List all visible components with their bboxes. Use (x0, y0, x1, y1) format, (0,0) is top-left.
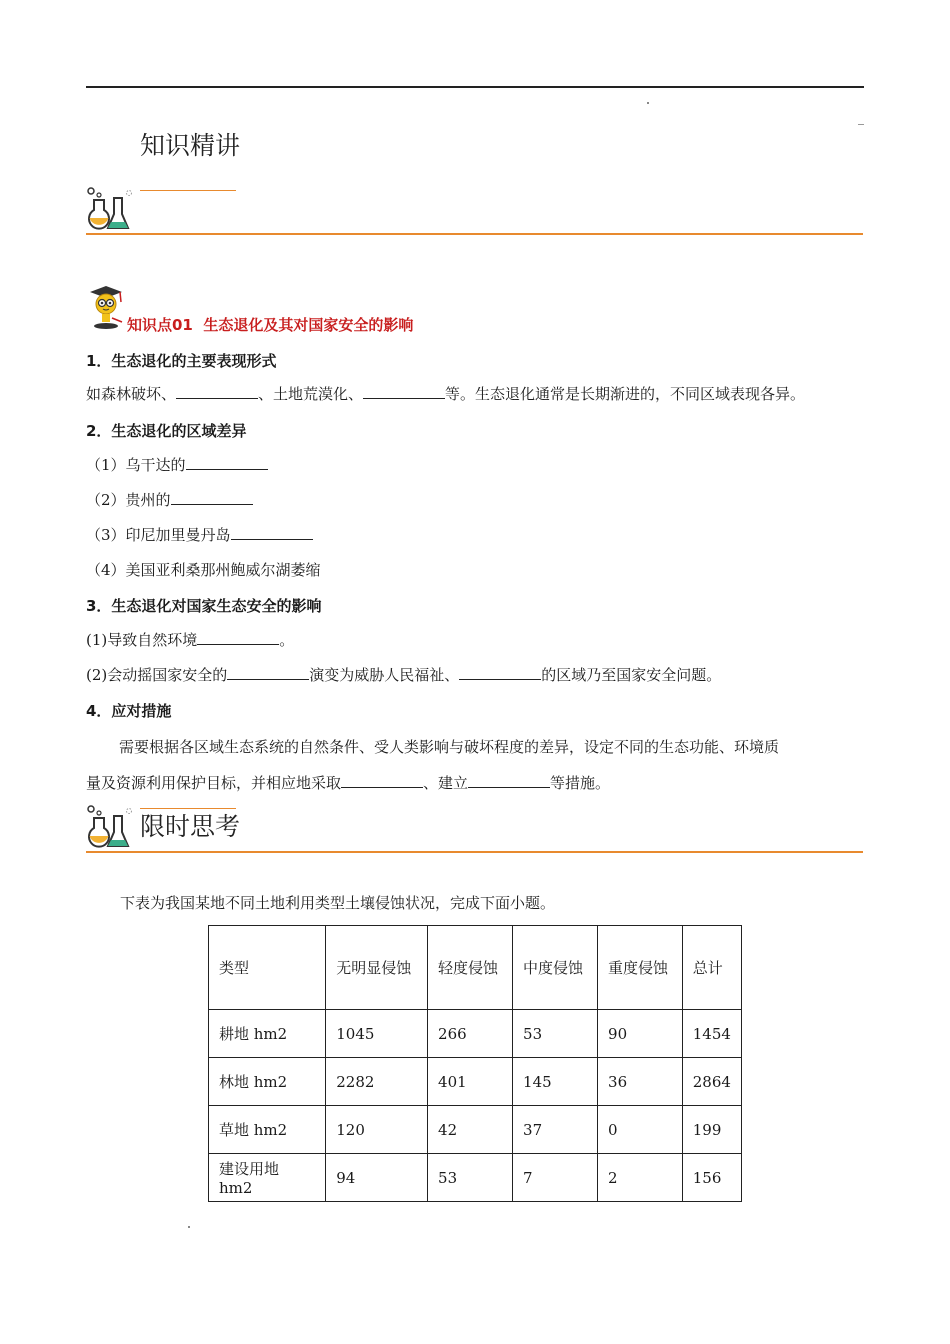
text-segment: 。 (279, 631, 295, 649)
table-header-row (209, 926, 742, 1010)
lab-flask-icon (86, 186, 136, 232)
table-cell: 0 (598, 1106, 683, 1154)
table-cell: 120 (326, 1106, 428, 1154)
table-cell: 53 (513, 1010, 598, 1058)
heading-4: 4．应对措施 (86, 702, 172, 720)
header-cell: 轻度侵蚀 (428, 926, 513, 1010)
table-cell: 1045 (326, 1010, 428, 1058)
speck (188, 1226, 190, 1228)
header-rule (86, 86, 864, 88)
table-cell: 36 (598, 1058, 683, 1106)
region-item-3 (86, 525, 313, 545)
text-segment: 等。生态退化通常是长期渐进的，不同区域表现各异。 (445, 385, 806, 403)
heading-2: 2．生态退化的区域差异 (86, 422, 247, 440)
table-cell: 53 (428, 1154, 513, 1202)
table-cell: 草地 hm2 (209, 1106, 326, 1154)
table-row (209, 1010, 742, 1058)
paragraph-1 (86, 384, 805, 404)
table-cell: 7 (513, 1154, 598, 1202)
fill-blank[interactable] (468, 773, 550, 788)
table-cell: 2864 (682, 1058, 741, 1106)
text-segment: (1)导致自然环境 (86, 631, 198, 649)
speck (858, 124, 864, 125)
text-segment: （2）贵州的 (86, 491, 171, 509)
question-intro: 下表为我国某地不同土地利用类型土壤侵蚀状况，完成下面小题。 (120, 894, 556, 912)
region-item-4: （4）美国亚利桑那州鲍威尔湖萎缩 (86, 561, 321, 579)
table-cell: 42 (428, 1106, 513, 1154)
erosion-table (208, 925, 742, 1202)
fill-blank[interactable] (171, 490, 253, 505)
text-segment: 等措施。 (550, 774, 611, 792)
text-segment: (2)会动摇国家安全的 (86, 666, 228, 684)
measures-line-1: 需要根据各区域生态系统的自然条件、受人类影响与破坏程度的差异，设定不同的生态功能、环境质 (119, 738, 780, 756)
section-title-quiz: 限时思考 (140, 812, 241, 841)
text-segment: （3）印尼加里曼丹岛 (86, 526, 231, 544)
region-item-1 (86, 455, 268, 475)
section-title-knowledge: 知识精讲 (140, 131, 241, 160)
lab-flask-icon (86, 804, 136, 850)
text-segment: （1）乌干达的 (86, 456, 186, 474)
table-row (209, 1106, 742, 1154)
effect-item-2 (86, 665, 721, 685)
fill-blank[interactable] (197, 630, 279, 645)
text-segment: 、土地荒漠化、 (258, 385, 364, 403)
section-rule (86, 851, 863, 853)
table-cell: 37 (513, 1106, 598, 1154)
text-segment: 、建立 (423, 774, 469, 792)
table-cell: 94 (326, 1154, 428, 1202)
knowledge-point-label: 知识点01 (127, 316, 193, 334)
title-underline (140, 190, 236, 191)
effect-item-1 (86, 630, 294, 650)
measures-line-2 (86, 773, 610, 793)
table-cell: 145 (513, 1058, 598, 1106)
table-cell: 2282 (326, 1058, 428, 1106)
scholar-mascot-icon (86, 284, 126, 330)
header-cell: 类型 (209, 926, 326, 1010)
fill-blank[interactable] (231, 525, 313, 540)
table-cell: 90 (598, 1010, 683, 1058)
heading-3: 3．生态退化对国家生态安全的影响 (86, 597, 322, 615)
table-cell: 156 (682, 1154, 741, 1202)
text-segment: 如森林破坏、 (86, 385, 177, 403)
text-segment: 量及资源利用保护目标，并相应地采取 (86, 774, 342, 792)
region-item-2 (86, 490, 253, 510)
fill-blank[interactable] (176, 384, 258, 399)
table-cell: 建设用地 hm2 (209, 1154, 326, 1202)
fill-blank[interactable] (186, 455, 268, 470)
table-cell: 266 (428, 1010, 513, 1058)
fill-blank[interactable] (459, 665, 541, 680)
table-cell: 林地 hm2 (209, 1058, 326, 1106)
header-cell: 无明显侵蚀 (326, 926, 428, 1010)
fill-blank[interactable] (341, 773, 423, 788)
header-cell: 中度侵蚀 (513, 926, 598, 1010)
text-segment: 演变为威胁人民福祉、 (309, 666, 460, 684)
table-cell: 199 (682, 1106, 741, 1154)
fill-blank[interactable] (227, 665, 309, 680)
table-cell: 401 (428, 1058, 513, 1106)
table-row (209, 1154, 742, 1202)
text-segment: 的区域乃至国家安全问题。 (541, 666, 722, 684)
knowledge-point-title: 生态退化及其对国家安全的影响 (203, 316, 414, 334)
table-cell: 2 (598, 1154, 683, 1202)
speck (647, 102, 649, 104)
header-cell: 重度侵蚀 (598, 926, 683, 1010)
table-row (209, 1058, 742, 1106)
table-cell: 耕地 hm2 (209, 1010, 326, 1058)
table-cell: 1454 (682, 1010, 741, 1058)
knowledge-point-heading (127, 314, 413, 335)
fill-blank[interactable] (363, 384, 445, 399)
section-rule (86, 233, 863, 235)
header-cell: 总计 (682, 926, 741, 1010)
heading-1: 1．生态退化的主要表现形式 (86, 352, 277, 370)
